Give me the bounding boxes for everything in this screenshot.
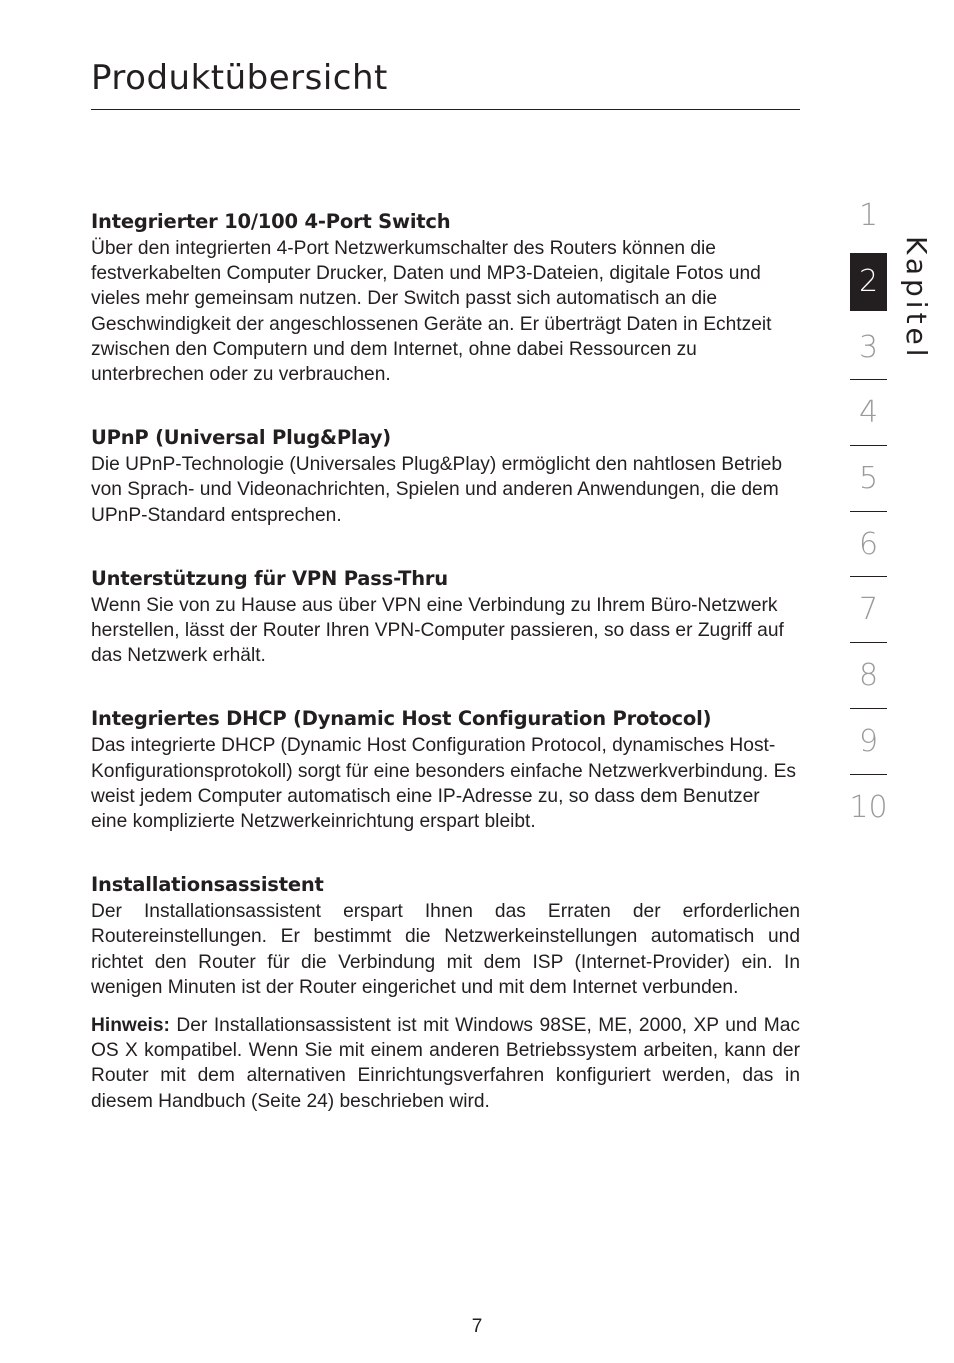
section-heading: Integrierter 10/100 4-Port Switch — [91, 210, 451, 233]
section-heading: Installationsassistent — [91, 873, 324, 897]
section-paragraph: Die UPnP-Technologie (Universales Plug&Play) ermöglicht den nahtlosen Betrieb von Sprach- und Videonachrichten, Spielen und anderen Anwendungen, die dem UPnP-Standard entsprechen. — [91, 454, 783, 526]
note-paragraph — [91, 1013, 800, 1114]
page-number: 7 — [471, 1316, 483, 1337]
chapter-tab-6[interactable]: 6 — [850, 512, 887, 578]
section-dhcp — [91, 705, 800, 834]
title-divider — [91, 109, 800, 110]
section-heading: Unterstützung für VPN Pass-Thru — [91, 566, 448, 590]
section-setup-assistant — [91, 871, 800, 1114]
section-vpn — [91, 565, 800, 669]
chapter-tab-2-active[interactable]: 2 — [850, 253, 887, 311]
chapter-nav — [850, 183, 887, 840]
section-paragraph: Der Installationsassistent erspart Ihnen das Erraten der erforderlichen Routereinstellungen. Er bestimmt die Netzwerkeinstellungen automatisch und richtet den Router für die Verbindung mit dem ISP (Internet-Provider) ein. In wenigen Minuten ist der Router eingerichet und mit dem Internet verbunden. — [91, 901, 800, 998]
chapter-tab-3[interactable]: 3 — [850, 315, 887, 381]
section-heading: UPnP (Universal Plug&Play) — [91, 426, 391, 450]
chapter-label: Kapitel — [900, 236, 933, 361]
chapter-tab-4[interactable]: 4 — [850, 380, 887, 446]
section-paragraph: Das integrierte DHCP (Dynamic Host Configuration Protocol, dynamisches Host-Konfigurationsprotokoll) sorgt für eine besonders einfache Netzwerkverbindung. Es weist jedem Computer automatisch eine IP-Adresse zu, so dass dem Benutzer eine komplizierte Netzwerkeinrichtung erspart bleibt. — [91, 735, 797, 833]
page-title: Produktübersicht — [91, 58, 388, 98]
chapter-tab-10[interactable]: 10 — [849, 789, 888, 825]
chapter-tab-8[interactable]: 8 — [850, 643, 887, 709]
main-content — [91, 208, 800, 1151]
chapter-tab-1[interactable]: 1 — [858, 198, 879, 234]
section-switch — [91, 208, 800, 387]
note-text: Der Installationsassistent ist mit Windows 98SE, ME, 2000, XP und Mac OS X kompatibel. Wenn Sie mit einem anderen Betriebssystem arbeiten, kann der Router mit dem alternativen Einrichtungsverfahren konfiguriert werden, das in diesem Handbuch (Seite 24) beschrieben wird. — [91, 1015, 800, 1112]
section-paragraph: Über den integrierten 4-Port Netzwerkumschalter des Routers können die festverkabelten Computer Drucker, Daten und MP3-Dateien, digitale Fotos und vieles mehr gemeinsam nutzen. Der Switch passt sich automatisch an die Geschwindigkeit der angeschlossenen Geräte an. Er überträgt Daten in Echtzeit zwischen den Computern und dem Internet, ohne dabei Ressourcen zu unterbrechen oder zu verbrauchen. — [91, 238, 772, 386]
section-heading: Integriertes DHCP (Dynamic Host Configuration Protocol) — [91, 707, 712, 731]
section-upnp — [91, 424, 800, 528]
chapter-tab-5[interactable]: 5 — [850, 446, 887, 512]
chapter-tab-9[interactable]: 9 — [850, 709, 887, 775]
section-paragraph: Wenn Sie von zu Hause aus über VPN eine Verbindung zu Ihrem Büro-Netzwerk herstellen, lässt der Router Ihren VPN-Computer passieren, so dass er Zugriff auf das Netzwerk erhält. — [91, 594, 784, 667]
note-label: Hinweis: — [91, 1015, 170, 1037]
chapter-tab-7[interactable]: 7 — [850, 577, 887, 643]
